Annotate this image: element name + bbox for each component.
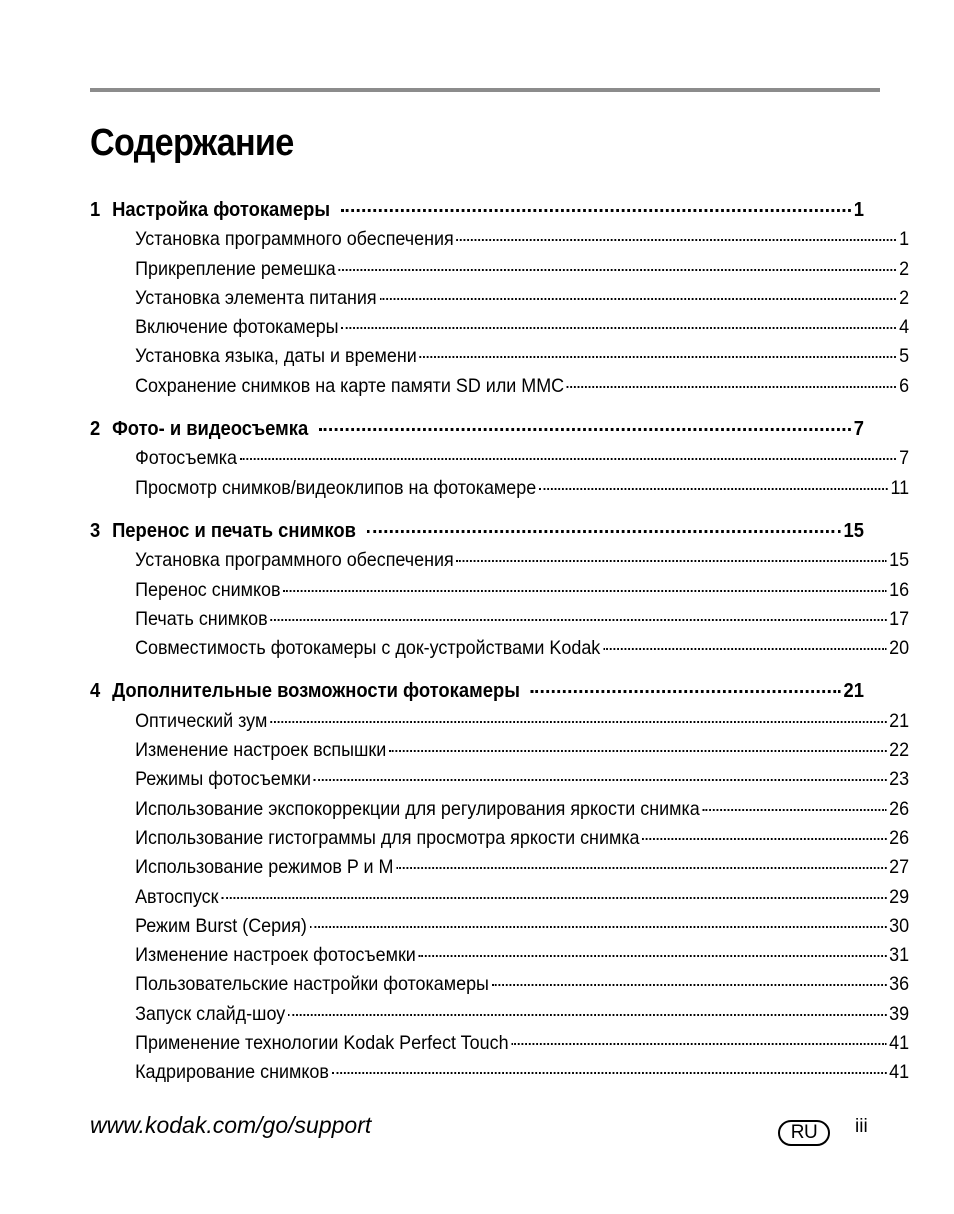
toc-entry[interactable] [90,1029,909,1058]
toc-chapter-heading[interactable] [90,517,864,546]
toc-chapter-heading[interactable] [90,415,864,444]
entry-title: Использование режимов P и M [135,856,394,879]
entry-title: Режим Burst (Серия) [135,914,307,937]
dot-leader [457,560,887,562]
chapter-title: Настройка фотокамеры [112,199,331,221]
dot-leader [314,779,887,781]
entry-page: 4 [899,316,910,339]
language-badge: RU [778,1120,830,1146]
entry-page: 2 [899,286,910,309]
entry-title: Установка элемента питания [135,286,377,309]
dot-leader [319,428,851,431]
toc-chapter [90,677,910,1087]
entry-title: Совместимость фотокамеры с док-устройствами Kodak [135,637,601,660]
entry-title: Установка программного обеспечения [135,549,454,572]
entry-page: 2 [899,257,910,280]
entry-page: 15 [889,549,910,572]
toc-entry[interactable] [90,765,909,794]
dot-leader [531,690,841,693]
entry-title: Установка языка, даты и времени [135,345,417,368]
toc-entry[interactable] [90,444,909,473]
dot-leader [396,867,886,869]
dot-leader [492,984,887,986]
table-of-contents [90,196,910,1102]
entry-page: 5 [899,345,910,368]
dot-leader [379,298,896,300]
toc-entry[interactable] [90,941,909,970]
entry-page: 41 [889,1061,910,1084]
entry-page: 39 [889,1002,910,1025]
chapter-number: 1 [90,199,101,221]
toc-entry[interactable] [90,372,909,401]
dot-leader [288,1014,886,1016]
entry-page: 26 [889,797,910,820]
toc-entry[interactable] [90,576,909,605]
chapter-page: 15 [843,519,864,542]
dot-leader [367,530,841,533]
entry-title: Фотосъемка [135,447,238,470]
entry-page: 17 [889,607,910,630]
entry-page: 29 [889,885,910,908]
dot-leader [338,269,896,271]
toc-chapter [90,415,910,503]
dot-leader [332,1072,887,1074]
entry-page: 11 [890,476,910,499]
entry-page: 23 [889,768,910,791]
toc-entry[interactable] [90,255,909,284]
chapter-page: 1 [853,199,864,221]
entry-page: 30 [889,914,910,937]
dot-leader [702,809,886,811]
entry-page: 41 [889,1032,910,1055]
entry-page: 20 [889,637,910,660]
dot-leader [457,239,897,241]
toc-entry[interactable] [90,795,909,824]
toc-chapter-heading[interactable] [90,196,864,225]
entry-page: 7 [899,447,910,470]
entry-page: 36 [889,973,910,996]
dot-leader [511,1043,886,1045]
toc-chapter-heading[interactable] [90,677,864,706]
chapter-number: 2 [90,418,101,441]
entry-title: Сохранение снимков на карте памяти SD или MMC [135,374,565,397]
toc-chapter [90,196,910,401]
entry-title: Прикрепление ремешка [135,257,336,280]
entry-title: Использование экспокоррекции для регулирования яркости снимка [135,797,700,820]
toc-entry[interactable] [90,853,909,882]
entry-title: Установка программного обеспечения [135,228,454,251]
toc-entry[interactable] [90,605,909,634]
chapter-number: 4 [90,680,101,703]
entry-title: Пользовательские настройки фотокамеры [135,973,489,996]
toc-entry[interactable] [90,883,909,912]
entry-page: 22 [889,739,910,762]
dot-leader [603,648,886,650]
toc-entry[interactable] [90,824,909,853]
toc-entry[interactable] [90,546,909,575]
entry-title: Изменение настроек фотосъемки [135,944,416,967]
chapter-title: Дополнительные возможности фотокамеры [112,680,520,703]
entry-title: Включение фотокамеры [135,316,339,339]
toc-entry[interactable] [90,707,909,736]
toc-entry[interactable] [90,1000,909,1029]
toc-entry[interactable] [90,284,909,313]
entry-title: Режимы фотосъемки [135,768,311,791]
entry-title: Изменение настроек вспышки [135,739,387,762]
toc-entry[interactable] [90,313,909,342]
toc-chapter [90,517,910,663]
dot-leader [567,386,896,388]
dot-leader [341,327,896,329]
dot-leader [341,209,851,212]
page-number: iii [855,1116,868,1137]
toc-entry[interactable] [90,474,909,503]
entry-title: Перенос снимков [135,578,281,601]
toc-entry[interactable] [90,970,909,999]
entry-title: Применение технологии Kodak Perfect Touch [135,1032,509,1055]
entry-title: Просмотр снимков/видеоклипов на фотокамере [135,476,537,499]
entry-page: 26 [889,826,910,849]
chapter-title: Фото- и видеосъемка [112,418,309,441]
dot-leader [419,955,887,957]
dot-leader [221,897,886,899]
page-title: Содержание [90,122,294,164]
entry-title: Запуск слайд-шоу [135,1002,286,1025]
entry-title: Печать снимков [135,607,268,630]
dot-leader [240,458,897,460]
entry-page: 31 [889,944,910,967]
entry-page: 6 [899,374,910,397]
dot-leader [283,590,886,592]
chapter-page: 7 [853,418,864,441]
dot-leader [642,838,886,840]
entry-page: 27 [889,856,910,879]
toc-entry[interactable] [90,912,909,941]
chapter-page: 21 [843,680,864,703]
toc-entry[interactable] [90,634,909,663]
dot-leader [420,356,897,358]
entry-page: 16 [889,578,910,601]
chapter-number: 3 [90,519,101,542]
dot-leader [539,488,888,490]
dot-leader [389,750,886,752]
dot-leader [270,619,886,621]
dot-leader [310,926,887,928]
entry-title: Автоспуск [135,885,219,908]
entry-page: 1 [899,228,910,251]
entry-page: 21 [889,709,910,732]
toc-entry[interactable] [90,736,909,765]
top-rule [90,88,880,92]
entry-title: Оптический зум [135,709,268,732]
toc-entry[interactable] [90,342,909,371]
entry-title: Использование гистограммы для просмотра яркости снимка [135,826,640,849]
footer-url[interactable]: www.kodak.com/go/support [90,1112,372,1138]
entry-title: Кадрирование снимков [135,1061,329,1084]
dot-leader [270,721,886,723]
chapter-title: Перенос и печать снимков [112,519,356,542]
toc-entry[interactable] [90,225,909,254]
toc-entry[interactable] [90,1058,909,1087]
